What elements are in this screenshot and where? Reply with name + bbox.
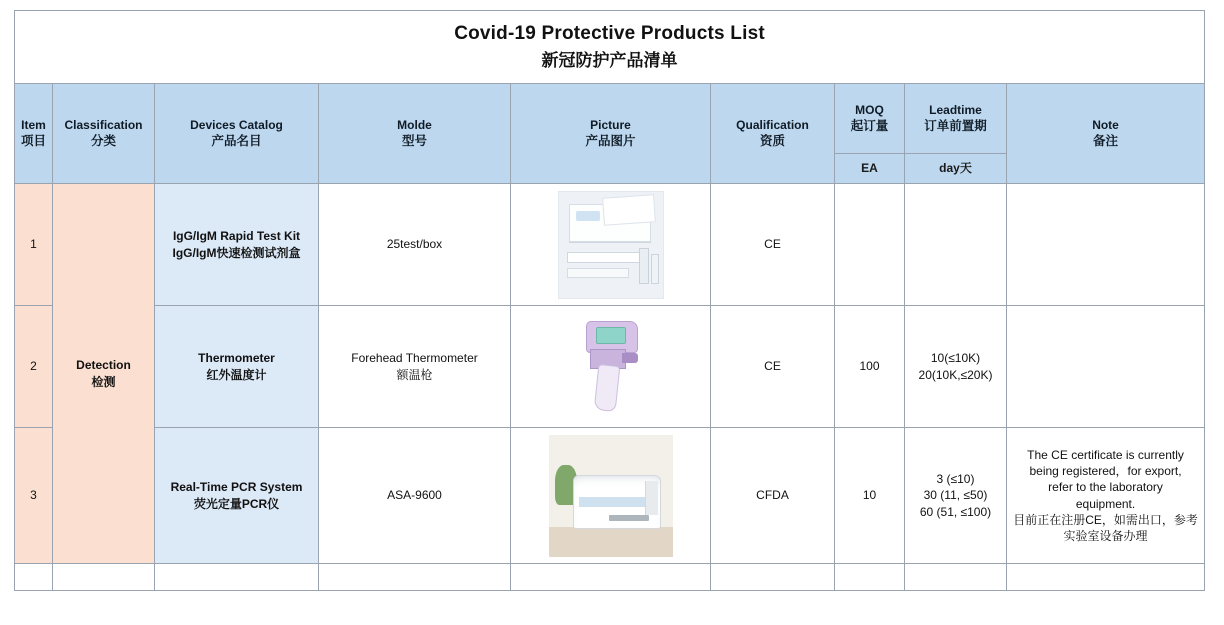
header-picture xyxy=(511,84,711,184)
row-catalog-en: IgG/IgM Rapid Test Kit xyxy=(172,229,301,244)
header-moq-unit: EA xyxy=(835,154,905,184)
picture-wrapper xyxy=(511,191,710,299)
row-note xyxy=(1007,184,1205,306)
row-picture xyxy=(511,184,711,306)
forehead-thermometer-photo xyxy=(556,315,666,419)
title-chinese: 新冠防护产品清单 xyxy=(541,51,678,71)
classification-zh: 检测 xyxy=(91,374,116,389)
header-qualification xyxy=(711,84,835,184)
header-classification-zh: 分类 xyxy=(90,134,116,149)
row-molde-en: Forehead Thermometer xyxy=(351,351,478,366)
row-qualification: CE xyxy=(711,184,835,306)
header-picture-en: Picture xyxy=(590,117,631,132)
empty-cell xyxy=(1007,564,1205,591)
empty-cell xyxy=(711,564,835,591)
row-leadtime xyxy=(905,306,1007,428)
test-kit-photo xyxy=(558,191,664,299)
header-catalog-zh: 产品名目 xyxy=(211,134,262,149)
pcr-system-photo xyxy=(549,435,673,557)
note-line: 目前正在注册CE，如需出口，参考 xyxy=(1013,512,1198,527)
header-note-zh: 备注 xyxy=(1093,134,1119,149)
table-row xyxy=(15,428,1205,564)
kit-strip-secondary-shape xyxy=(567,268,629,278)
document-title xyxy=(15,11,1205,84)
row-catalog-zh: 荧光定量PCR仪 xyxy=(193,496,280,511)
row-picture xyxy=(511,306,711,428)
row-moq: 10 xyxy=(835,428,905,564)
title-row xyxy=(15,11,1205,84)
header-row xyxy=(15,84,1205,154)
leadtime-line: 20(10K,≤20K) xyxy=(918,367,993,382)
row-picture xyxy=(511,428,711,564)
table-row xyxy=(15,184,1205,306)
row-catalog-en: Thermometer xyxy=(198,351,275,366)
note-line: equipment. xyxy=(1075,496,1136,511)
row-item-number: 3 xyxy=(15,428,53,564)
row-qualification: CE xyxy=(711,306,835,428)
empty-cell xyxy=(511,564,711,591)
leadtime-line: 60 (51, ≤100) xyxy=(919,504,992,519)
kit-lid-shape xyxy=(602,194,656,226)
row-moq xyxy=(835,184,905,306)
row-item-number: 1 xyxy=(15,184,53,306)
title-english: Covid-19 Protective Products List xyxy=(454,22,765,44)
header-leadtime-unit: day天 xyxy=(905,154,1007,184)
thermometer-grip-shape xyxy=(593,363,620,411)
row-catalog xyxy=(155,428,319,564)
pcr-label-shape xyxy=(609,515,649,521)
header-molde-zh: 型号 xyxy=(401,134,427,149)
leadtime-line: 30 (11, ≤50) xyxy=(923,488,988,503)
row-catalog-en: Real-Time PCR System xyxy=(170,480,303,495)
row-moq: 100 xyxy=(835,306,905,428)
header-classification xyxy=(53,84,155,184)
row-leadtime xyxy=(905,428,1007,564)
pcr-vent-shape xyxy=(645,481,658,515)
row-qualification: CFDA xyxy=(711,428,835,564)
note-line: 实验室设备办理 xyxy=(1063,528,1148,543)
note-line: The CE certificate is currently xyxy=(1027,447,1184,462)
empty-row xyxy=(15,564,1205,591)
empty-cell xyxy=(905,564,1007,591)
header-leadtime-en: Leadtime xyxy=(929,102,982,117)
header-classification-en: Classification xyxy=(64,117,143,132)
kit-tube-shape xyxy=(639,248,649,284)
header-moq-zh: 起订量 xyxy=(850,119,889,134)
header-picture-zh: 产品图片 xyxy=(585,134,636,149)
note-line: refer to the laboratory xyxy=(1048,480,1163,495)
pcr-panel-shape xyxy=(579,497,653,507)
row-molde: ASA-9600 xyxy=(319,428,511,564)
empty-cell xyxy=(15,564,53,591)
header-note xyxy=(1007,84,1205,184)
header-moq-en: MOQ xyxy=(855,102,884,117)
header-item xyxy=(15,84,53,184)
picture-wrapper xyxy=(511,435,710,557)
empty-cell xyxy=(155,564,319,591)
row-catalog-zh: IgG/IgM快速检测试剂盒 xyxy=(172,245,301,260)
empty-cell xyxy=(835,564,905,591)
header-devices-catalog xyxy=(155,84,319,184)
header-catalog-en: Devices Catalog xyxy=(190,117,283,132)
kit-tube-secondary-shape xyxy=(651,254,659,284)
leadtime-line: 10(≤10K) xyxy=(930,351,981,366)
header-molde-en: Molde xyxy=(397,117,432,132)
row-catalog-zh: 红外温度计 xyxy=(206,367,267,382)
pcr-desk-shape xyxy=(549,527,673,557)
leadtime-line: 3 (≤10) xyxy=(936,472,975,487)
header-molde xyxy=(319,84,511,184)
kit-strip-shape xyxy=(567,252,643,263)
row-molde-zh: 额温枪 xyxy=(396,367,433,382)
classification-en: Detection xyxy=(76,358,131,373)
thermometer-nozzle-shape xyxy=(622,353,638,363)
header-leadtime xyxy=(905,84,1007,154)
row-note xyxy=(1007,428,1205,564)
row-note xyxy=(1007,306,1205,428)
empty-cell xyxy=(319,564,511,591)
row-molde: 25test/box xyxy=(319,184,511,306)
table-row xyxy=(15,306,1205,428)
thermometer-screen-shape xyxy=(596,327,626,344)
header-qualification-en: Qualification xyxy=(736,117,809,132)
picture-wrapper xyxy=(511,315,710,419)
row-leadtime xyxy=(905,184,1007,306)
row-item-number: 2 xyxy=(15,306,53,428)
header-item-en: Item xyxy=(21,117,46,132)
row-catalog xyxy=(155,184,319,306)
classification-detection xyxy=(53,184,155,564)
empty-cell xyxy=(53,564,155,591)
header-qualification-zh: 资质 xyxy=(759,134,785,149)
header-item-zh: 项目 xyxy=(20,134,46,149)
row-molde xyxy=(319,306,511,428)
note-line: being registered，for export, xyxy=(1029,464,1182,479)
header-moq xyxy=(835,84,905,154)
header-leadtime-zh: 订单前置期 xyxy=(924,119,987,134)
header-note-en: Note xyxy=(1092,117,1119,132)
spreadsheet-canvas xyxy=(0,10,1224,625)
row-catalog xyxy=(155,306,319,428)
products-table xyxy=(14,10,1205,591)
